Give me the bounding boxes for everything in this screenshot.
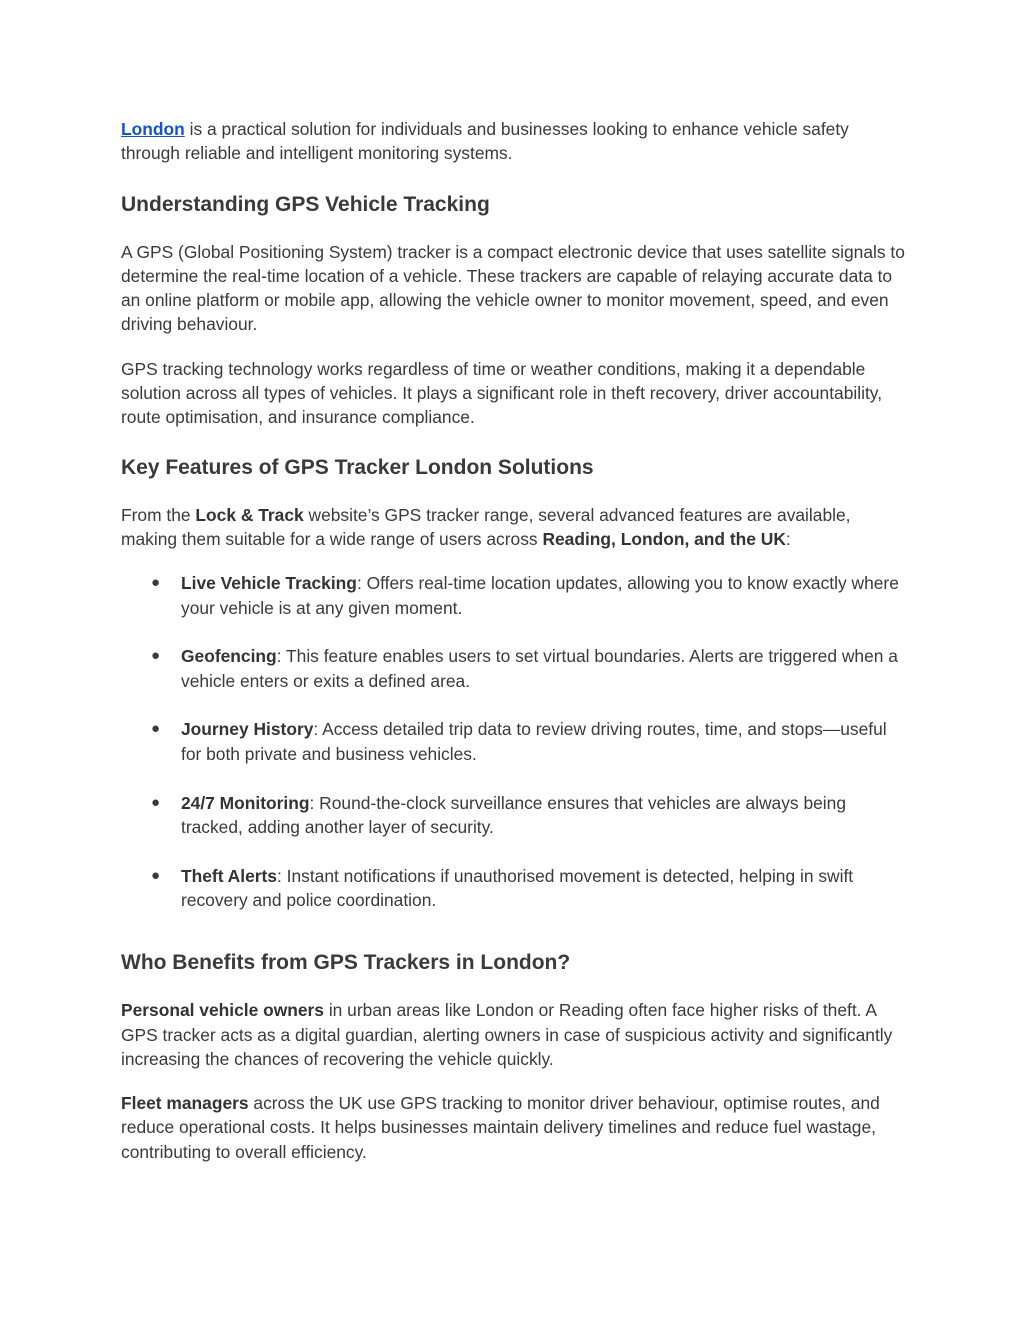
features-intro-pre: From the <box>121 504 196 525</box>
personal-owners-text: in urban areas like London or Reading often face higher risks of theft. A GPS tracker acts as a digital guardian, alerting owners in case of suspicious activity and significantly increasing the chances of recovering the vehicle quickly. <box>121 1000 893 1069</box>
personal-owners-bold: Personal vehicle owners <box>121 1000 324 1021</box>
list-item <box>121 571 906 620</box>
feature-title: Journey History <box>181 719 314 740</box>
feature-text: : This feature enables users to set virtual boundaries. Alerts are triggered when a vehicle enters or exits a defined area. <box>181 646 898 691</box>
document-content <box>121 117 906 1164</box>
features-intro-mid: website’s GPS tracker range, several advanced features are available, making them suitable for a wide range of users across <box>121 504 851 549</box>
feature-text: : Instant notifications if unauthorised movement is detected, helping in swift recovery and police coordination. <box>181 865 854 910</box>
fleet-managers-text: across the UK use GPS tracking to monitor driver behaviour, optimise routes, and reduce operational costs. It helps businesses maintain delivery timelines and reduce fuel wastage, contributing to overall efficiency. <box>121 1093 880 1162</box>
lock-and-track-bold: Lock & Track <box>195 504 304 525</box>
list-item <box>121 717 906 766</box>
features-intro-paragraph <box>121 503 906 552</box>
bullet-icon: ● <box>151 574 161 592</box>
feature-text: : Round-the-clock surveillance ensures that vehicles are always being tracked, adding another layer of security. <box>181 792 847 837</box>
fleet-managers-bold: Fleet managers <box>121 1093 249 1114</box>
london-link[interactable]: London <box>121 119 185 139</box>
features-list <box>121 571 906 912</box>
heading-understanding: Understanding GPS Vehicle Tracking <box>121 192 490 216</box>
paragraph-personal-owners <box>121 998 906 1071</box>
bullet-icon: ● <box>151 647 161 665</box>
heading-who-benefits: Who Benefits from GPS Trackers in London? <box>121 951 571 975</box>
heading-key-features: Key Features of GPS Tracker London Solutions <box>121 455 594 479</box>
feature-title: Theft Alerts <box>181 865 277 886</box>
list-item <box>121 864 906 913</box>
feature-title: 24/7 Monitoring <box>181 792 310 813</box>
intro-text: is a practical solution for individuals and businesses looking to enhance vehicle safety through reliable and intelligent monitoring systems. <box>121 119 849 164</box>
paragraph-fleet-managers <box>121 1091 906 1164</box>
paragraph-gps-technology: GPS tracking technology works regardless of time or weather conditions, making it a dependable solution across all types of vehicles. It plays a significant role in theft recovery, driver accountability, route optimisation, and insurance compliance. <box>121 358 883 428</box>
paragraph-gps-definition: A GPS (Global Positioning System) tracker is a compact electronic device that uses satellite signals to determine the real-time location of a vehicle. These trackers are capable of relaying accurate data to an online platform or mobile app, allowing the vehicle owner to monitor movement, speed, and even driving behaviour. <box>121 241 905 335</box>
intro-paragraph <box>121 117 906 166</box>
features-intro-post: : <box>785 528 791 549</box>
bullet-icon: ● <box>151 720 161 738</box>
feature-title: Geofencing <box>181 646 277 667</box>
list-item <box>121 791 906 840</box>
feature-text: : Access detailed trip data to review driving routes, time, and stops—useful for both private and business vehicles. <box>181 719 887 764</box>
bullet-icon: ● <box>151 866 161 884</box>
feature-title: Live Vehicle Tracking <box>181 573 357 594</box>
feature-text: : Offers real-time location updates, allowing you to know exactly where your vehicle is at any given moment. <box>181 573 899 618</box>
regions-bold: Reading, London, and the UK <box>542 528 786 549</box>
list-item <box>121 644 906 693</box>
bullet-icon: ● <box>151 793 161 811</box>
